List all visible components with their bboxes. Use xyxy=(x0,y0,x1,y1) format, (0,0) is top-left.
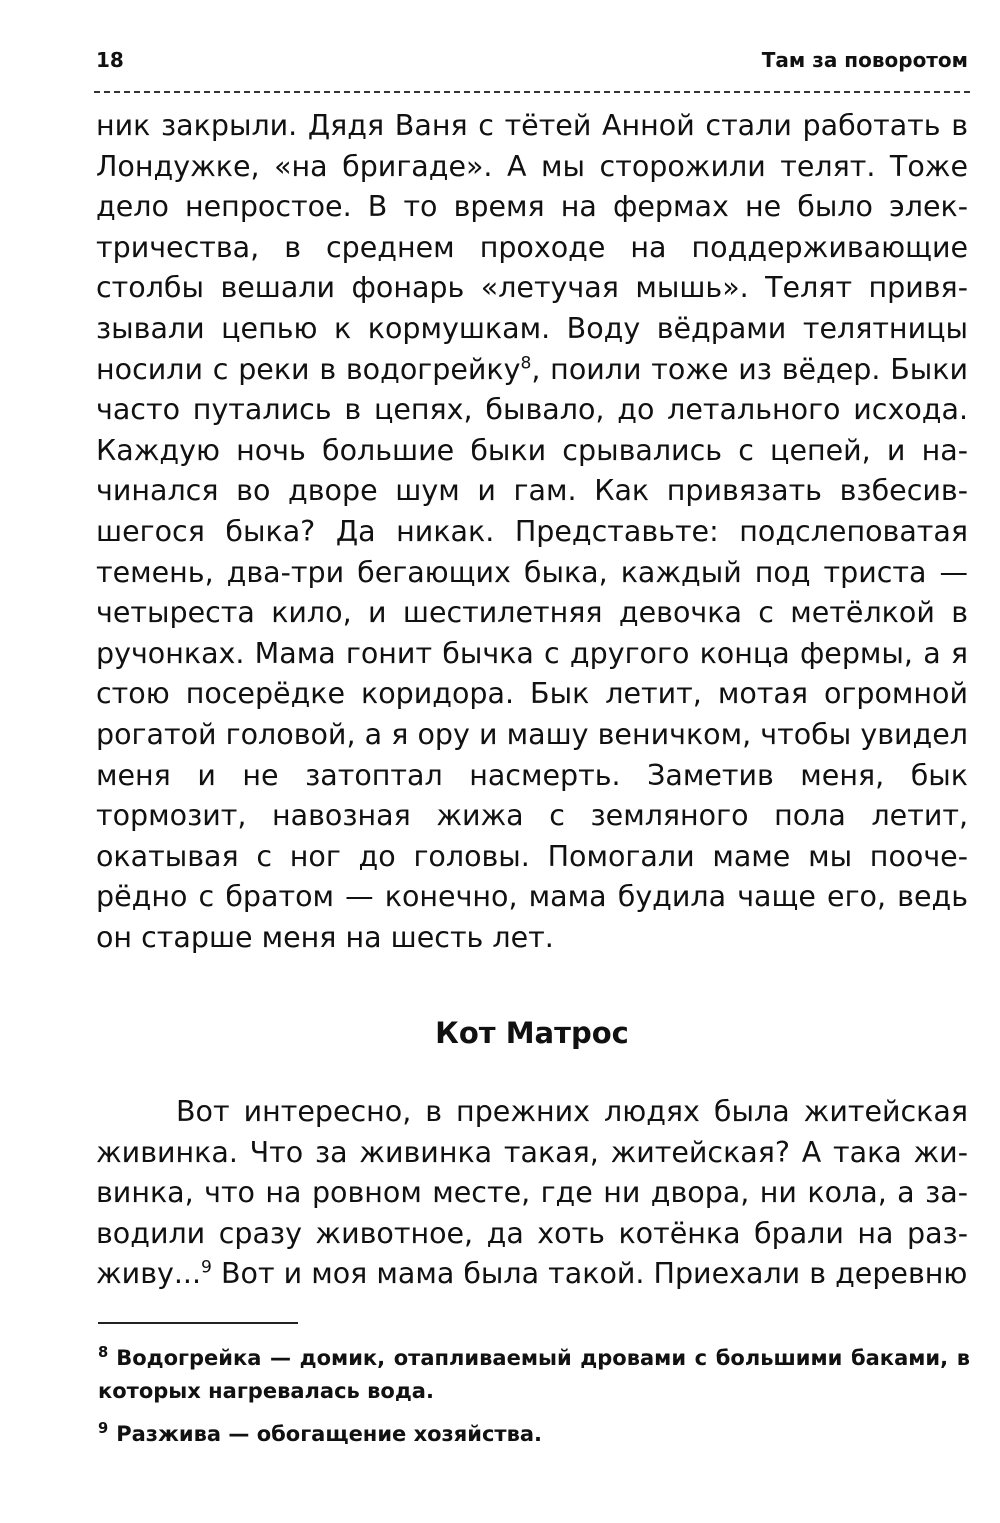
footnote-8 xyxy=(98,1336,970,1408)
page-header xyxy=(96,42,968,82)
running-title: Там за поворотом xyxy=(761,48,968,72)
footnote-divider xyxy=(98,1322,298,1324)
footnote-mark: 8 xyxy=(98,1344,109,1361)
paragraph-2-part-b: Вот и моя мама была такой. Приехали в деревню xyxy=(211,1257,968,1291)
footnote-9 xyxy=(98,1412,970,1451)
footnote-ref-8[interactable]: 8 xyxy=(520,353,532,374)
footnote-mark: 9 xyxy=(98,1420,109,1437)
paragraph-1 xyxy=(96,106,968,958)
section-text-block xyxy=(96,1092,968,1295)
footnote-text: Водогрейка — домик, отапливаемый дровами с большими баками, в которых нагревалась вода. xyxy=(98,1346,970,1403)
paragraph-1-part-a: ник закрыли. Дядя Ваня с тётей Анной стали работать в Лондужке, «на бригаде». А мы сторожили телят. Тоже дело непростое. В то время на фермах не было электричества, в среднем проходе на поддерживающие столбы вешали фонарь «летучая мышь». Телят привязывали цепью к кормушкам. Воду вёдрами телятницы носили с реки в водогрейку xyxy=(96,109,968,386)
page-number: 18 xyxy=(96,48,124,72)
paragraph-2 xyxy=(96,1092,968,1295)
paragraph-1-part-b: , поили тоже из вёдер. Быки часто путались в цепях, бывало, до летального исхода. Каждую ночь большие быки срывались с цепей, и начинался во дворе шум и гам. Как привязать взбесившегося быка? Да никак. Представьте: подслеповатая темень, два-три бегающих быка, каждый под триста — четыреста кило, и шестилетняя девочка с метёлкой в ручонках. Мама гонит бычка с другого конца фермы, а я стою посерёдке коридора. Бык летит, мотая огромной рогатой головой, а я ору и машу веничком, чтобы увидел меня и не затоптал насмерть. Заметив меня, бык тормозит, навозная жижа с земляного пола летит, окатывая с ног до головы. Помогали маме мы поочерёдно с братом — конечно, мама будила чаще его, ведь он старше меня на шесть лет. xyxy=(96,352,968,954)
header-divider xyxy=(94,91,970,93)
footnote-ref-9[interactable]: 9 xyxy=(201,1257,212,1278)
paragraph-2-part-a: Вот интересно, в прежних людях была житейская живинка. Что за живинка такая, житейская? А така живинка, что на ровном месте, где ни двора, ни кола, а заводили сразу животное, да хоть котёнка брали на разживу... xyxy=(96,1095,968,1291)
main-text-block xyxy=(96,106,968,958)
footnote-text: Разжива — обогащение хозяйства. xyxy=(116,1422,543,1446)
section-title: Кот Матрос xyxy=(435,1016,629,1050)
footnotes xyxy=(98,1336,970,1455)
